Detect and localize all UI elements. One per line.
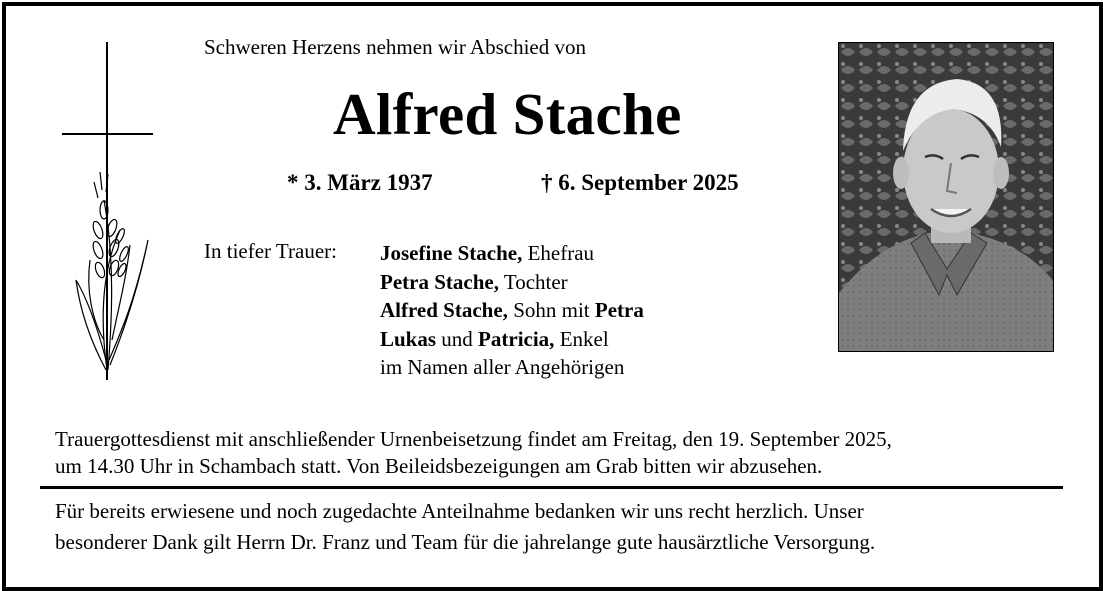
mourner-name: Josefine Stache, bbox=[380, 241, 523, 265]
mourner-relation: Ehefrau bbox=[522, 241, 595, 265]
mourner-row bbox=[380, 268, 644, 297]
mourner-name: Petra Stache, bbox=[380, 269, 499, 294]
mourner-relation: Tochter bbox=[498, 269, 568, 294]
birth-date: * 3. März 1937 bbox=[287, 170, 433, 195]
mourner-relation: Sohn mit bbox=[507, 298, 595, 323]
mourner-relation: und bbox=[436, 326, 479, 351]
mourner-row bbox=[380, 296, 644, 325]
portrait-photo bbox=[838, 42, 1054, 352]
mourners-list bbox=[380, 239, 644, 382]
service-info bbox=[55, 426, 1055, 480]
death-date: † 6. September 2025 bbox=[541, 170, 739, 195]
mourner-row bbox=[380, 239, 644, 268]
divider bbox=[40, 486, 1063, 489]
thanks-line-1: Für bereits erwiesene und noch zugedachte Anteilnahme bedanken wir uns recht herzlich. Unser bbox=[55, 499, 864, 523]
thanks-line-2: besonderer Dank gilt Herrn Dr. Franz und Team für die jahrelange gute hausärztliche Versorgung. bbox=[55, 530, 876, 554]
mourner-relation: im Namen aller Angehörigen bbox=[380, 355, 625, 380]
mourner-name: Alfred Stache, bbox=[380, 298, 508, 323]
mourner-row bbox=[380, 325, 644, 354]
mourning-label: In tiefer Trauer: bbox=[204, 239, 337, 263]
mourner-name: Petra bbox=[594, 298, 644, 323]
intro-text: Schweren Herzens nehmen wir Abschied von bbox=[204, 35, 586, 59]
mourner-relation: Enkel bbox=[554, 326, 609, 351]
service-line-1: Trauergottesdienst mit anschließender Urnenbeisetzung findet am Freitag, den 19. September 2025, bbox=[55, 427, 892, 451]
mourner-name: Lukas bbox=[380, 326, 437, 351]
thanks-text bbox=[55, 496, 1055, 558]
mourner-row bbox=[380, 353, 644, 382]
cross-with-wheat-icon bbox=[60, 40, 160, 385]
mourner-name: Patricia, bbox=[478, 326, 555, 351]
deceased-name: Alfred Stache bbox=[333, 81, 682, 147]
service-line-2: um 14.30 Uhr in Schambach statt. Von Beileidsbezeigungen am Grab bitten wir abzusehen. bbox=[55, 454, 823, 478]
